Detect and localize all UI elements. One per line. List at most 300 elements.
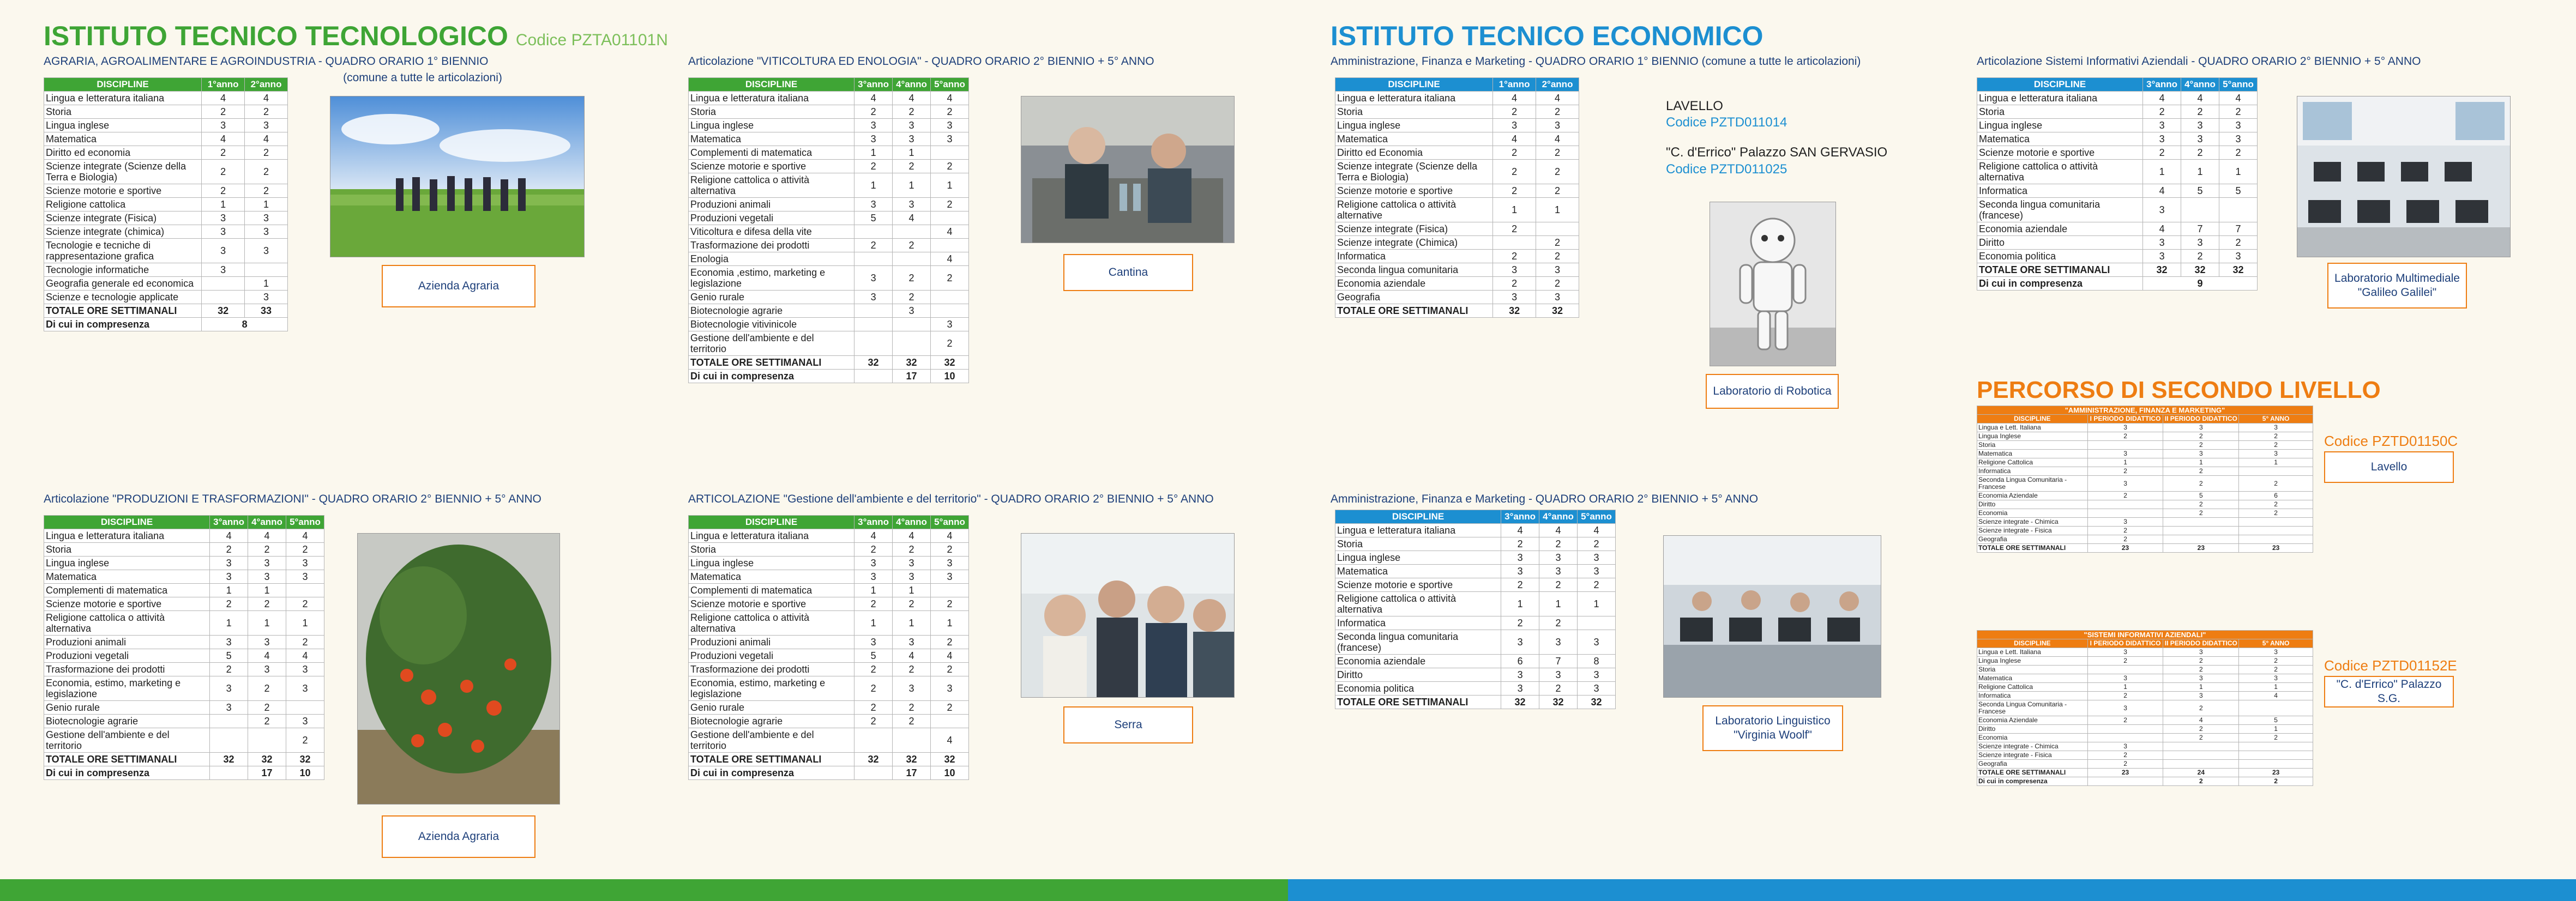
hours-cell: 3 <box>2219 250 2258 263</box>
table-row <box>689 701 969 715</box>
hours-cell: 3 <box>931 132 969 146</box>
photo-cantina <box>1021 96 1235 243</box>
subject-cell: Lingua e letteratura italiana <box>1977 92 2143 105</box>
subject-cell: Biotecnologie agrarie <box>689 304 854 318</box>
hours-cell: 3 <box>2181 236 2219 250</box>
column-header: 1°anno <box>1493 78 1536 92</box>
footer-stripe-blue <box>1288 879 2576 901</box>
hours-cell: 3 <box>2163 450 2239 458</box>
subject-cell: Religione cattolica <box>44 198 202 211</box>
subject-cell: Trasformazione dei prodotti <box>689 663 854 676</box>
hours-cell: 2 <box>2087 527 2163 535</box>
table-row <box>1977 648 2313 657</box>
hours-cell: 3 <box>893 570 931 584</box>
compresenza-row <box>689 766 969 780</box>
table-header <box>44 78 288 92</box>
hours-cell: 3 <box>210 636 248 649</box>
hours-cell: 2 <box>854 676 893 701</box>
subject-cell: Produzioni animali <box>689 636 854 649</box>
hours-cell <box>2239 467 2313 476</box>
footer-stripe-green <box>0 879 1288 901</box>
column-header: 3°anno <box>1501 510 1539 524</box>
hours-cell <box>202 291 245 304</box>
hours-cell <box>245 263 288 277</box>
hours-cell: 1 <box>2181 160 2219 184</box>
subject-cell: Diritto <box>1977 725 2088 734</box>
hours-cell: 2 <box>854 715 893 728</box>
table-row <box>1335 198 1579 222</box>
column-header: 5°anno <box>931 516 969 529</box>
total-row <box>689 356 969 370</box>
table-row <box>689 160 969 173</box>
hours-cell: 2 <box>286 597 324 611</box>
hours-cell: 2 <box>893 543 931 557</box>
table-row <box>1335 616 1616 630</box>
hours-cell: 2 <box>286 728 324 753</box>
subject-cell: Viticoltura e difesa della vite <box>689 225 854 239</box>
table-title: "SISTEMI INFORMATIVI AZIENDALI" <box>1977 631 2313 639</box>
hours-cell: 3 <box>893 119 931 132</box>
hours-cell: 2 <box>1493 222 1536 236</box>
subject-cell: Scienze integrate (chimica) <box>44 225 202 239</box>
subject-cell: Religione Cattolica <box>1977 458 2088 467</box>
hours-cell: 5 <box>210 649 248 663</box>
hours-cell: 3 <box>931 557 969 570</box>
hours-cell: 2 <box>893 105 931 119</box>
total-cell: 32 <box>2219 263 2258 277</box>
caption-azienda-agraria-1: Azienda Agraria <box>382 265 535 307</box>
compresenza-row <box>44 318 288 331</box>
hours-cell: 2 <box>248 676 286 701</box>
table-row <box>1335 592 1616 616</box>
caption-lavello: Lavello <box>2324 451 2454 483</box>
hours-cell: 3 <box>210 570 248 584</box>
photo-field-group <box>330 96 585 257</box>
hours-cell: 2 <box>2239 734 2313 742</box>
subject-cell: Scienze integrate - Fisica <box>1977 527 2088 535</box>
column-header: 3°anno <box>854 78 893 92</box>
hours-cell: 2 <box>248 701 286 715</box>
hours-cell: 3 <box>1539 565 1578 578</box>
subject-cell: Seconda lingua comunitaria (francese) <box>1977 198 2143 222</box>
column-header: 2°anno <box>1536 78 1579 92</box>
subject-cell: Matematica <box>1335 565 1501 578</box>
subject-cell: Trasformazione dei prodotti <box>689 239 854 252</box>
hours-cell: 3 <box>854 636 893 649</box>
hours-cell <box>893 252 931 266</box>
subject-cell: Lingua e letteratura italiana <box>689 529 854 543</box>
total-label: TOTALE ORE SETTIMANALI <box>1977 769 2088 777</box>
subject-cell: Gestione dell'ambiente e del territorio <box>689 728 854 753</box>
subject-cell: Scienze integrate - Chimica <box>1977 518 2088 527</box>
table-row <box>1335 655 1616 668</box>
column-header: 5°anno <box>931 78 969 92</box>
hours-cell: 6 <box>1501 655 1539 668</box>
hours-cell: 2 <box>2163 734 2239 742</box>
table-row <box>689 211 969 225</box>
hours-cell: 2 <box>1536 236 1579 250</box>
code-pztd011025: Codice PZTD011025 <box>1666 162 1787 177</box>
hours-cell: 1 <box>248 584 286 597</box>
hours-cell: 4 <box>286 649 324 663</box>
subject-cell: Biotecnologie agrarie <box>44 715 210 728</box>
subject-cell: Genio rurale <box>689 291 854 304</box>
table-row <box>44 543 324 557</box>
hours-cell <box>2087 509 2163 518</box>
subject-cell: Scienze motorie e sportive <box>689 160 854 173</box>
table-row <box>1977 467 2313 476</box>
hours-cell <box>2181 198 2219 222</box>
subject-cell: Complementi di matematica <box>44 584 210 597</box>
hours-cell: 4 <box>202 92 245 105</box>
hours-cell: 2 <box>2163 500 2239 509</box>
hours-cell: 4 <box>2163 716 2239 725</box>
hours-cell: 3 <box>931 318 969 331</box>
table-row <box>1335 578 1616 592</box>
column-header: I PERIODO DIDATTICO <box>2087 639 2163 648</box>
hours-cell: 3 <box>245 211 288 225</box>
subject-cell: Scienze integrate (Scienze della Terra e Biologia) <box>44 160 202 184</box>
hours-cell <box>931 291 969 304</box>
total-cell: 32 <box>210 753 248 766</box>
hours-cell: 4 <box>2143 92 2181 105</box>
hours-cell: 2 <box>2239 441 2313 450</box>
subject-cell: Informatica <box>1335 616 1501 630</box>
hours-cell: 4 <box>931 252 969 266</box>
hours-cell: 1 <box>2163 458 2239 467</box>
hours-cell: 1 <box>854 146 893 160</box>
table-row <box>689 266 969 291</box>
hours-cell: 2 <box>2087 657 2163 666</box>
subject-cell: Produzioni vegetali <box>689 649 854 663</box>
subject-cell: Informatica <box>1977 184 2143 198</box>
hours-cell: 3 <box>202 211 245 225</box>
total-label: TOTALE ORE SETTIMANALI <box>689 753 854 766</box>
hours-cell <box>2163 527 2239 535</box>
hours-cell: 2 <box>893 266 931 291</box>
hours-cell: 1 <box>893 611 931 636</box>
hours-cell: 3 <box>1493 119 1536 132</box>
hours-cell: 2 <box>2181 250 2219 263</box>
hours-cell: 2 <box>1536 146 1579 160</box>
total-cell: 32 <box>1536 304 1579 318</box>
sec1-title: AGRARIA, AGROALIMENTARE E AGROINDUSTRIA - QUADRO ORARIO 1° BIENNIO <box>44 55 489 68</box>
total-cell: 24 <box>2163 769 2239 777</box>
table-row <box>44 239 288 263</box>
school-title-tecnologico: ISTITUTO TECNICO TECNOLOGICO Codice PZTA01101N <box>44 21 668 51</box>
hours-cell: 3 <box>893 636 931 649</box>
hours-cell: 1 <box>245 277 288 291</box>
table-row <box>44 636 324 649</box>
total-label: TOTALE ORE SETTIMANALI <box>1977 263 2143 277</box>
column-header: DISCIPLINE <box>1335 78 1493 92</box>
subject-cell: Scienze integrate (Fisica) <box>44 211 202 225</box>
table-row <box>1977 742 2313 751</box>
subject-cell: Tecnologie informatiche <box>44 263 202 277</box>
hours-cell: 3 <box>286 715 324 728</box>
hours-cell: 3 <box>2143 198 2181 222</box>
table-row <box>1977 92 2258 105</box>
hours-cell: 3 <box>248 557 286 570</box>
hours-cell <box>1536 222 1579 236</box>
hours-cell: 3 <box>931 570 969 584</box>
hours-cell: 2 <box>931 105 969 119</box>
total-cell: 32 <box>931 753 969 766</box>
photo-lab-multimediale <box>2297 96 2511 257</box>
hours-cell: 2 <box>1539 537 1578 551</box>
subject-cell: Geografia <box>1977 535 2088 544</box>
hours-cell: 2 <box>2181 146 2219 160</box>
hours-cell: 2 <box>2087 467 2163 476</box>
hours-cell: 7 <box>1539 655 1578 668</box>
table-row <box>689 649 969 663</box>
hours-cell: 3 <box>245 119 288 132</box>
total-cell: 32 <box>1501 696 1539 709</box>
hours-cell: 3 <box>2239 450 2313 458</box>
subject-cell: Scienze motorie e sportive <box>1335 184 1493 198</box>
total-cell: 23 <box>2163 544 2239 553</box>
total-row <box>44 753 324 766</box>
subject-cell: Seconda lingua comunitaria <box>1335 263 1493 277</box>
subject-cell: Informatica <box>1977 692 2088 700</box>
table-row <box>1977 236 2258 250</box>
hours-cell <box>248 728 286 753</box>
hours-cell: 2 <box>2087 492 2163 500</box>
table-row <box>1977 184 2258 198</box>
hours-cell: 3 <box>2181 119 2219 132</box>
total-cell: 32 <box>248 753 286 766</box>
hours-cell: 3 <box>1539 668 1578 682</box>
table-row <box>1977 222 2258 236</box>
table-row <box>44 184 288 198</box>
subject-cell: Lingua e letteratura italiana <box>1335 524 1501 537</box>
column-header: 5°anno <box>286 516 324 529</box>
table-row <box>44 701 324 715</box>
total-cell: 23 <box>2239 544 2313 553</box>
table-row <box>1977 250 2258 263</box>
hours-cell: 3 <box>1578 551 1616 565</box>
subject-cell: Scienze integrate (Fisica) <box>1335 222 1493 236</box>
compresenza-value: 10 <box>931 370 969 383</box>
hours-cell: 2 <box>2163 666 2239 674</box>
hours-cell: 4 <box>893 529 931 543</box>
hours-cell <box>2087 500 2163 509</box>
table-row <box>1977 734 2313 742</box>
column-header: I PERIODO DIDATTICO <box>2087 415 2163 424</box>
hours-cell: 4 <box>931 529 969 543</box>
table-row <box>689 557 969 570</box>
hours-cell: 3 <box>2143 236 2181 250</box>
hours-cell: 3 <box>893 304 931 318</box>
subject-cell: Storia <box>689 105 854 119</box>
hours-cell <box>854 331 893 356</box>
caption-cantina: Cantina <box>1063 254 1193 291</box>
hours-cell: 2 <box>210 597 248 611</box>
subject-cell: Informatica <box>1335 250 1493 263</box>
hours-cell: 4 <box>2143 222 2181 236</box>
hours-cell: 3 <box>2143 132 2181 146</box>
table-row <box>1335 524 1616 537</box>
total-cell: 32 <box>202 304 245 318</box>
total-cell: 32 <box>286 753 324 766</box>
hours-cell: 3 <box>854 557 893 570</box>
subject-cell: Lingua inglese <box>689 557 854 570</box>
hours-cell: 2 <box>1493 105 1536 119</box>
hours-cell: 3 <box>2239 648 2313 657</box>
table-row <box>689 636 969 649</box>
hours-cell: 2 <box>210 663 248 676</box>
hours-cell: 3 <box>286 676 324 701</box>
hours-cell: 2 <box>2087 535 2163 544</box>
table-row <box>689 291 969 304</box>
hours-cell: 2 <box>1578 537 1616 551</box>
subject-cell: Storia <box>44 105 202 119</box>
total-cell: 32 <box>1493 304 1536 318</box>
table-row <box>1977 518 2313 527</box>
hours-cell <box>893 225 931 239</box>
subject-cell: Religione cattolica o attività alternativa <box>44 611 210 636</box>
hours-cell: 3 <box>1578 565 1616 578</box>
compresenza-value: 17 <box>893 766 931 780</box>
column-header: DISCIPLINE <box>1977 415 2088 424</box>
hours-cell <box>931 239 969 252</box>
table-row <box>44 663 324 676</box>
table-row <box>1335 105 1579 119</box>
subject-cell: Seconda Lingua Comunitaria - Francese <box>1977 476 2088 492</box>
subject-cell: Diritto <box>1977 500 2088 509</box>
hours-cell: 2 <box>1493 250 1536 263</box>
table-row <box>1977 700 2313 716</box>
hours-cell: 3 <box>2087 742 2163 751</box>
column-header: 4°anno <box>1539 510 1578 524</box>
compresenza-label: Di cui in compresenza <box>44 766 210 780</box>
sec2-table <box>688 77 969 383</box>
table-title-row <box>1977 631 2313 639</box>
hours-cell: 4 <box>854 92 893 105</box>
subject-cell: Informatica <box>1977 467 2088 476</box>
table-row <box>1335 565 1616 578</box>
subject-cell: Diritto <box>1977 236 2143 250</box>
subject-cell: Lingua Inglese <box>1977 432 2088 441</box>
subject-cell: Storia <box>44 543 210 557</box>
total-cell: 23 <box>2087 544 2163 553</box>
subject-cell: Economia, estimo, marketing e legislazione <box>44 676 210 701</box>
hours-cell: 2 <box>854 239 893 252</box>
subject-cell: Matematica <box>1977 132 2143 146</box>
hours-cell <box>2163 742 2239 751</box>
hours-cell: 2 <box>2181 105 2219 119</box>
table-row <box>1977 500 2313 509</box>
hours-cell: 3 <box>1501 630 1539 655</box>
hours-cell: 3 <box>245 225 288 239</box>
hours-cell: 2 <box>202 160 245 184</box>
hours-cell: 2 <box>2239 666 2313 674</box>
hours-cell: 2 <box>2239 657 2313 666</box>
table-row <box>44 105 288 119</box>
subject-cell: Enologia <box>689 252 854 266</box>
hours-cell: 2 <box>931 266 969 291</box>
hours-cell: 3 <box>202 263 245 277</box>
table-row <box>689 611 969 636</box>
table-row <box>1977 751 2313 760</box>
hours-cell: 2 <box>286 636 324 649</box>
hours-cell: 6 <box>2239 492 2313 500</box>
subject-cell: Economia politica <box>1977 250 2143 263</box>
caption-robotica: Laboratorio di Robotica <box>1706 374 1839 409</box>
hours-cell: 4 <box>1539 524 1578 537</box>
table-row <box>689 225 969 239</box>
hours-cell: 2 <box>2239 500 2313 509</box>
table-row <box>1977 458 2313 467</box>
hours-cell <box>931 715 969 728</box>
hours-cell: 4 <box>1493 92 1536 105</box>
table-row <box>44 132 288 146</box>
hours-cell: 2 <box>854 105 893 119</box>
table-row <box>44 728 324 753</box>
table-row <box>44 198 288 211</box>
hours-cell: 3 <box>1539 630 1578 655</box>
subject-cell: Economia aziendale <box>1335 655 1501 668</box>
caption-palazzo-sg: "C. d'Errico" Palazzo S.G. <box>2324 676 2454 708</box>
hours-cell: 1 <box>893 146 931 160</box>
column-header: DISCIPLINE <box>1335 510 1501 524</box>
table-header <box>1335 78 1579 92</box>
hours-cell: 3 <box>202 239 245 263</box>
table-row <box>1977 760 2313 769</box>
hours-cell: 2 <box>893 160 931 173</box>
table-row <box>689 663 969 676</box>
hours-cell: 2 <box>893 597 931 611</box>
hours-cell: 3 <box>2239 424 2313 432</box>
compresenza-value <box>2087 777 2163 786</box>
hours-cell: 2 <box>1536 277 1579 291</box>
caption-azienda-agraria-2: Azienda Agraria <box>382 815 535 858</box>
table-row <box>689 715 969 728</box>
table-row <box>1977 441 2313 450</box>
table-row <box>689 132 969 146</box>
subject-cell: Scienze integrate (Scienze della Terra e Biologia) <box>1335 160 1493 184</box>
subject-cell: Storia <box>1335 537 1501 551</box>
hours-cell: 2 <box>245 160 288 184</box>
total-cell: 32 <box>931 356 969 370</box>
hours-cell: 2 <box>854 597 893 611</box>
hours-cell: 3 <box>2087 476 2163 492</box>
subject-cell: Matematica <box>1977 674 2088 683</box>
hours-cell: 3 <box>854 119 893 132</box>
hours-cell: 2 <box>202 105 245 119</box>
subject-cell: Lingua inglese <box>1977 119 2143 132</box>
table-row <box>44 570 324 584</box>
hours-cell: 2 <box>2219 105 2258 119</box>
hours-cell: 3 <box>286 663 324 676</box>
hours-cell: 3 <box>2163 648 2239 657</box>
hours-cell: 5 <box>2181 184 2219 198</box>
hours-cell: 4 <box>931 649 969 663</box>
hours-cell: 2 <box>854 663 893 676</box>
table-row <box>1977 450 2313 458</box>
hours-cell: 1 <box>210 611 248 636</box>
subject-cell: Lingua e letteratura italiana <box>44 529 210 543</box>
subject-cell: Scienze motorie e sportive <box>689 597 854 611</box>
subject-cell: Religione Cattolica <box>1977 683 2088 692</box>
hours-cell: 2 <box>1536 105 1579 119</box>
sec8-table-sia <box>1977 630 2313 786</box>
hours-cell <box>2239 742 2313 751</box>
column-header: DISCIPLINE <box>1977 639 2088 648</box>
table-row <box>1977 119 2258 132</box>
subject-cell: Matematica <box>1977 450 2088 458</box>
table-row <box>1335 146 1579 160</box>
